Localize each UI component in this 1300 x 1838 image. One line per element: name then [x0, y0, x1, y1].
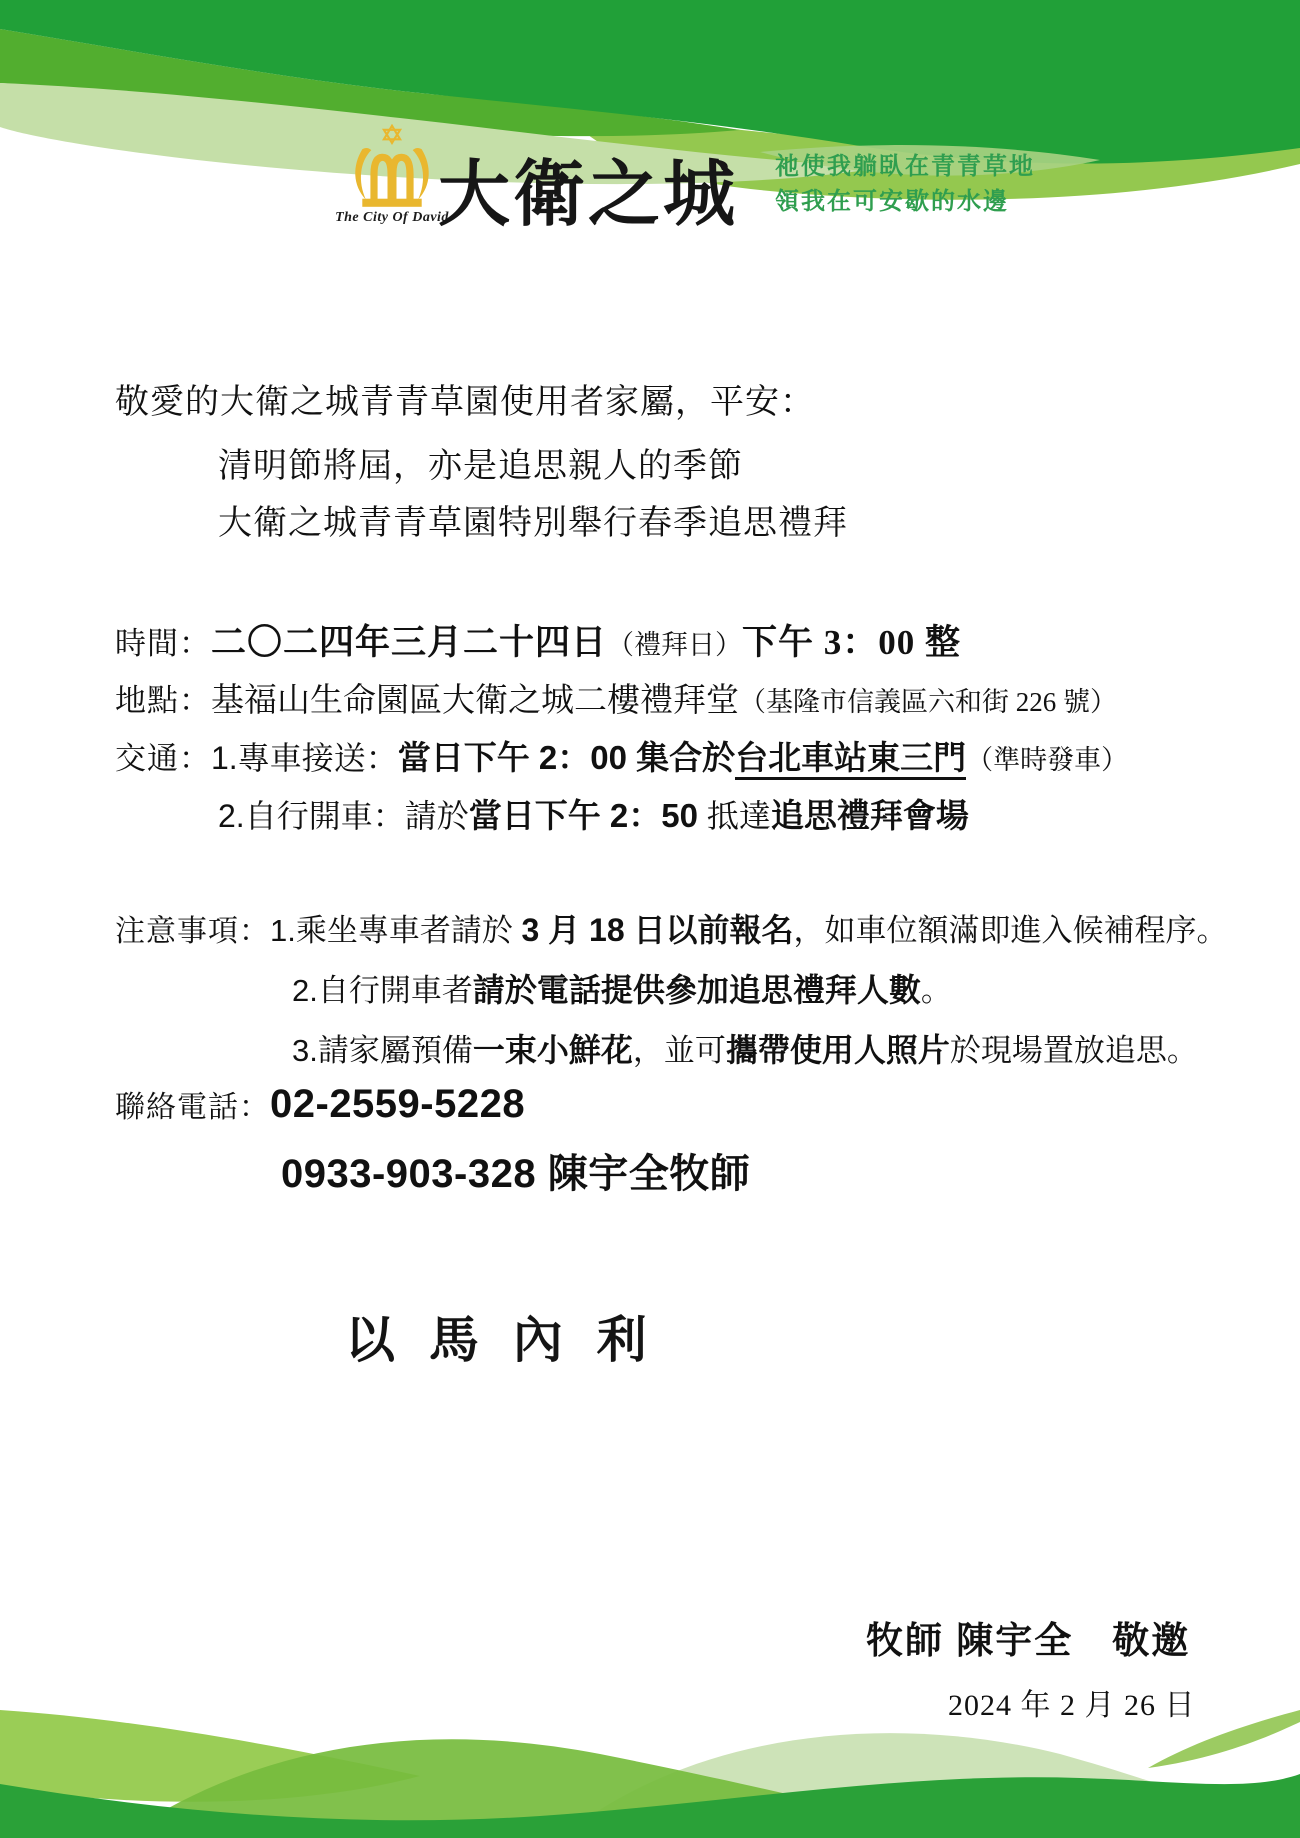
contact-phone-1: 02-2559-5228: [270, 1082, 526, 1126]
traffic2-mid: 抵達: [697, 798, 771, 834]
note3-bold2: 攜帶使用人照片: [725, 1032, 950, 1068]
traffic1-underlined: 台北車站東三門: [735, 739, 966, 780]
note3-suffix: 於現場置放追思。: [949, 1033, 1198, 1068]
time-weekday: （禮拜日）: [607, 630, 743, 660]
time-label: 時間：: [115, 626, 211, 661]
note3-mid: ，並可: [632, 1033, 726, 1068]
note2-prefix: 2.自行開車者: [292, 973, 473, 1008]
note2-bold: 請於電話提供參加追思禮拜人數: [472, 972, 921, 1008]
place-address: （基隆市信義區六和街 226 號）: [739, 687, 1117, 717]
star-of-david-icon: [384, 126, 400, 143]
traffic1-bold: 當日下午 2：00 集合於: [397, 739, 736, 776]
traffic2-bold: 當日下午 2：50: [468, 797, 698, 834]
time-line: [115, 615, 961, 665]
notes-line-3: [292, 1025, 1198, 1071]
note1-bold: 3 月 18 日以前報名: [521, 912, 794, 948]
contact-label: 聯絡電話：: [115, 1091, 270, 1124]
time-date: 二〇二四年三月二十四日: [211, 623, 608, 662]
traffic2-prefix: 2.自行開車：請於: [218, 798, 469, 834]
city-of-david-crown-logo: [340, 124, 444, 214]
note1-suffix: ，如車位額滿即進入候補程序。: [793, 913, 1228, 948]
signature-line: 牧師 陳宇全 敬邀: [866, 1620, 1191, 1661]
scripture-verse: [775, 150, 1035, 220]
intro-line-2: 大衛之城青青草園特別舉行春季追思禮拜: [218, 505, 848, 542]
notes-line-2: [292, 965, 952, 1011]
place-line: [115, 674, 1117, 721]
traffic-line-2: [218, 790, 969, 837]
scripture-line-2: 領我在可安歇的水邊: [775, 188, 1009, 215]
note3-prefix: 3.請家屬預備: [292, 1033, 473, 1068]
blessing-emmanuel: 以 馬 內 利: [345, 1312, 657, 1368]
notes-line-1: [115, 905, 1228, 951]
signature-date: 2024 年 2 月 26 日: [948, 1689, 1196, 1722]
place-label: 地點：: [115, 683, 211, 718]
contact-line-1: [115, 1082, 525, 1127]
greeting-line: 敬愛的大衛之城青青草園使用者家屬，平安：: [115, 384, 815, 421]
note1-prefix: 1.乘坐專車者請於: [270, 913, 522, 948]
notes-label: 注意事項：: [115, 915, 270, 948]
traffic2-bold2: 追思禮拜會場: [770, 797, 969, 834]
contact-line-2: 0933-903-328 陳宇全牧師: [281, 1152, 751, 1196]
place-venue: 基福山生命園區大衛之城二樓禮拜堂: [211, 681, 739, 718]
intro-line-1: 清明節將屆，亦是追思親人的季節: [218, 448, 743, 485]
traffic-label: 交通：: [115, 741, 211, 776]
scripture-line-1: 祂使我躺臥在青青草地: [775, 154, 1035, 180]
time-clock: 下午 3：00 整: [742, 623, 962, 662]
note2-suffix: 。: [920, 973, 952, 1008]
traffic-line-1: [115, 732, 1128, 779]
bottom-wave-decoration: [0, 1696, 1300, 1838]
traffic1-prefix: 1.專車接送：: [211, 740, 398, 776]
note3-bold: 一束小鮮花: [472, 1032, 633, 1068]
org-english-name: The City Of David: [335, 210, 449, 225]
traffic1-paren: （準時發車）: [966, 745, 1129, 775]
page-title: 大衛之城: [438, 155, 739, 235]
